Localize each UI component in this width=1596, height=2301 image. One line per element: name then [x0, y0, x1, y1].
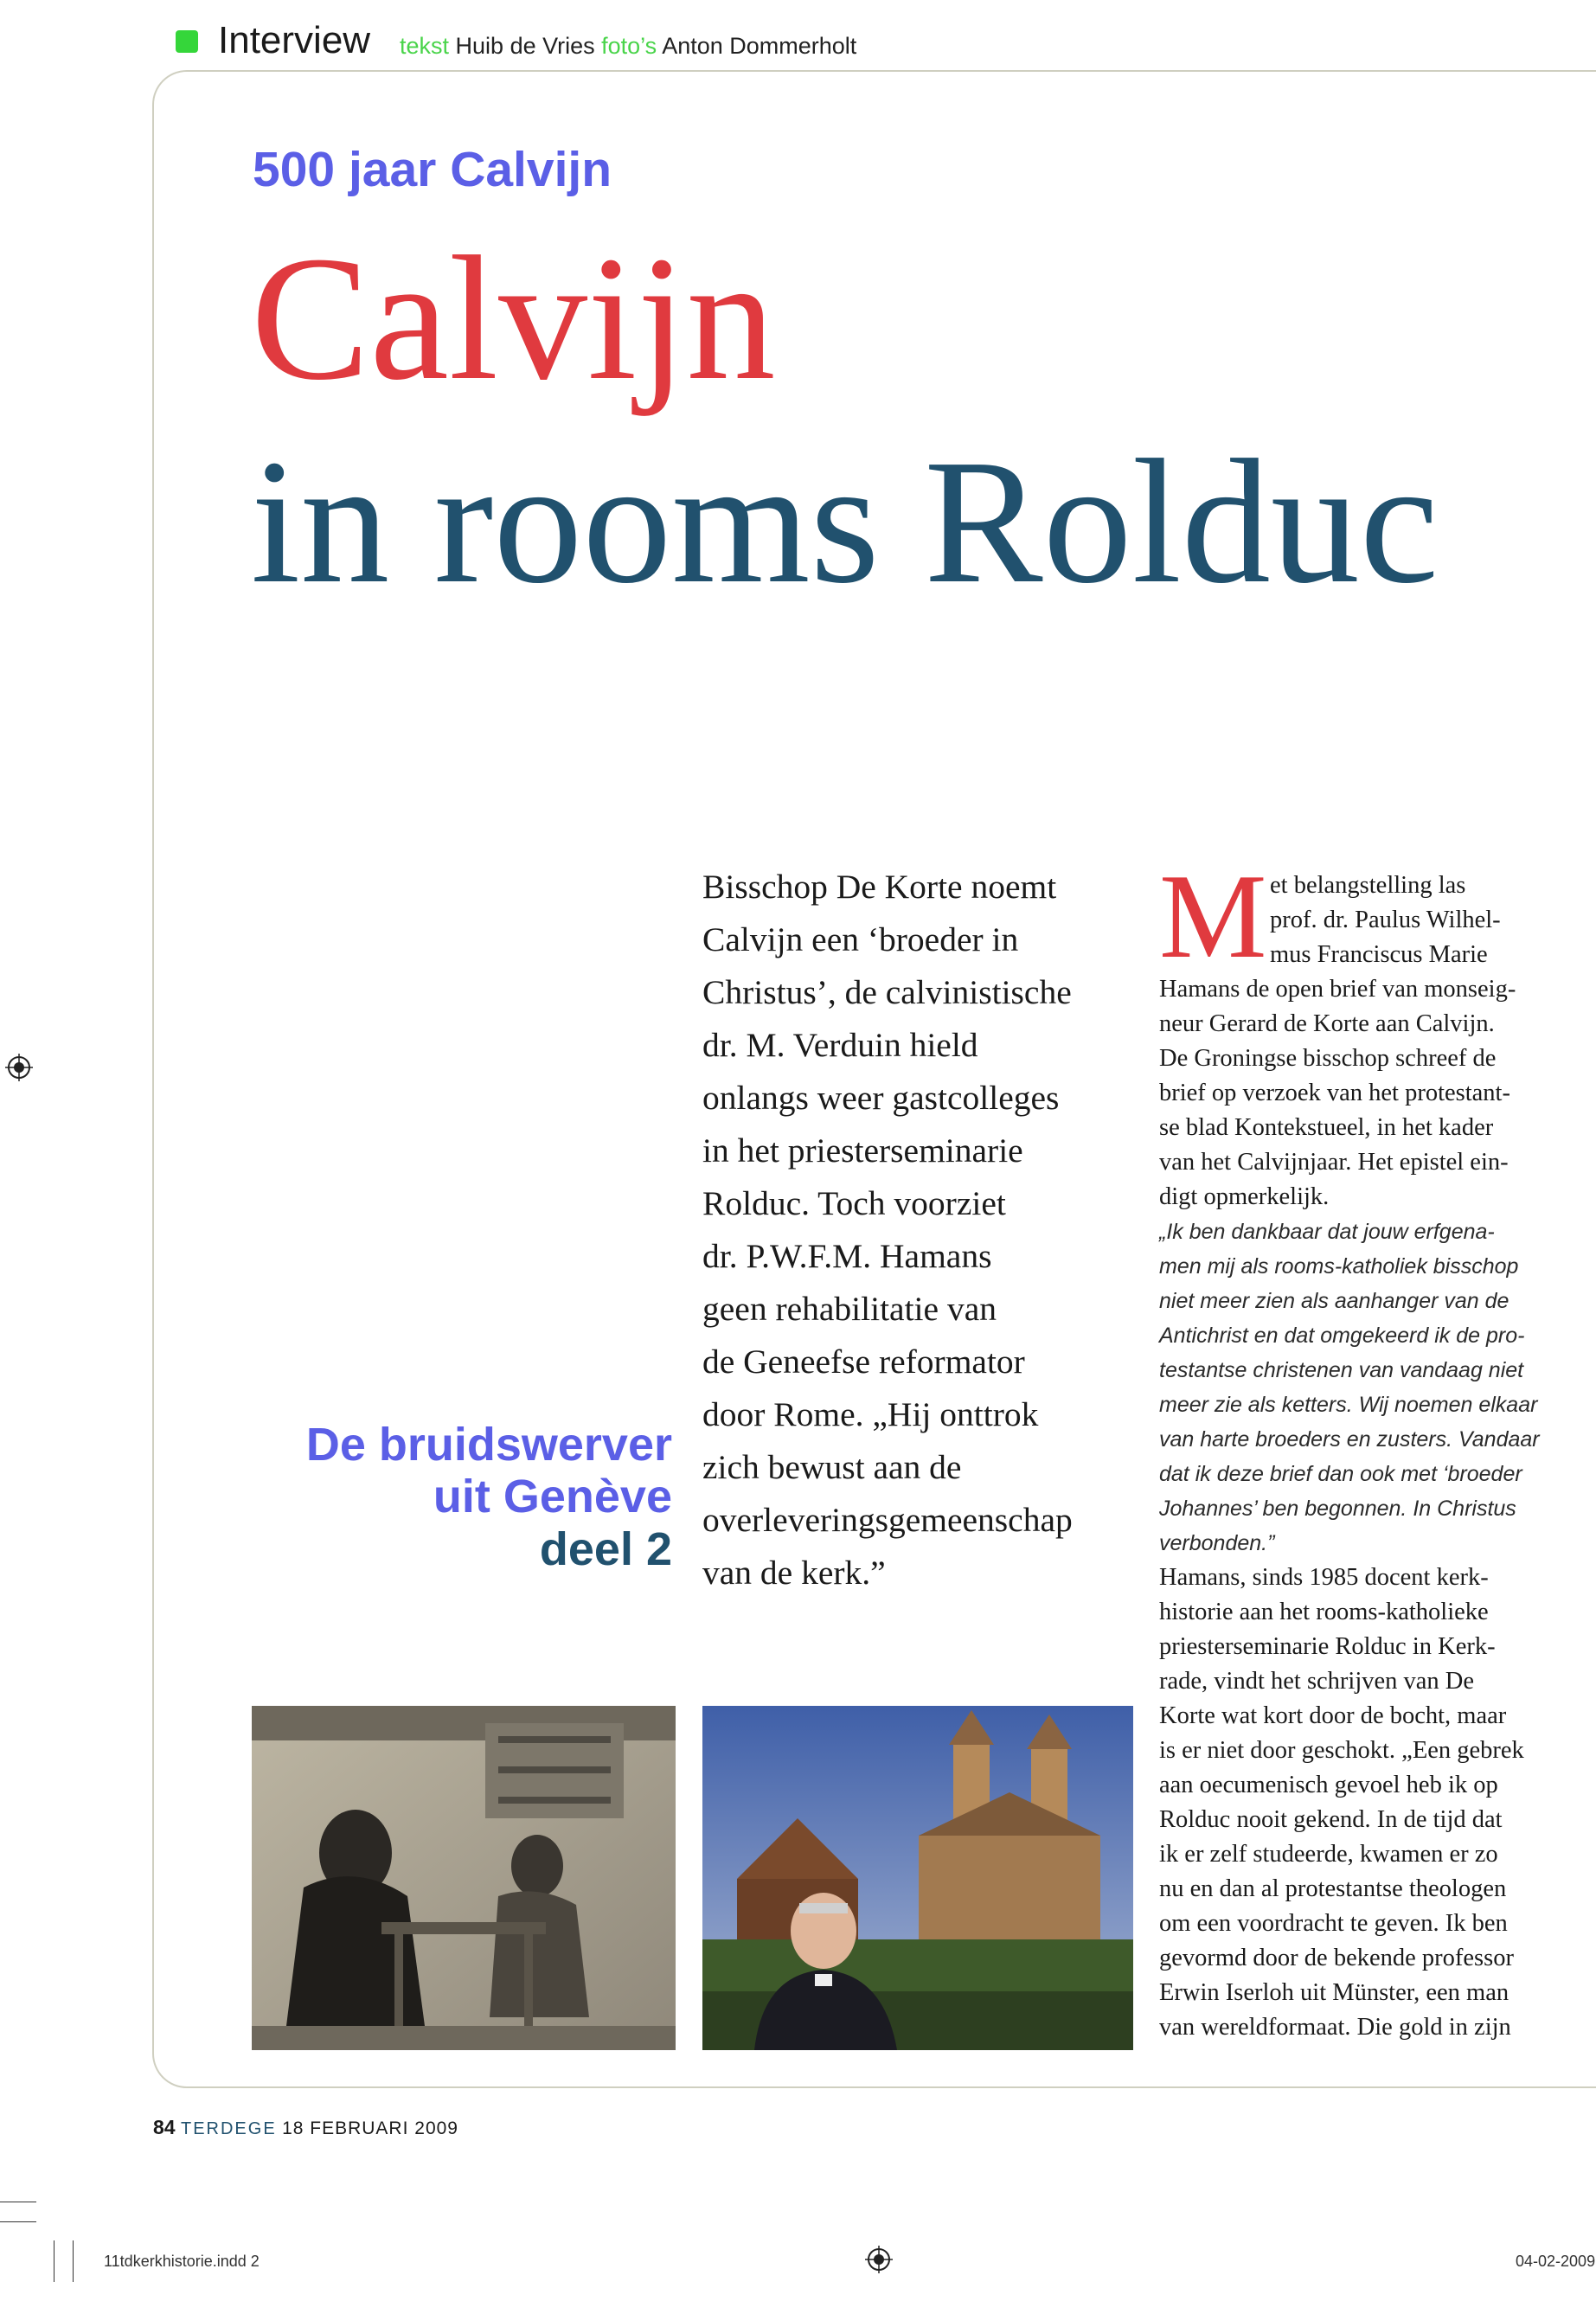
body-line: „Ik ben dankbaar dat jouw erfgena-: [1159, 1220, 1495, 1244]
rolduc-abbey-illustration: [702, 1706, 1133, 2050]
lead-line: geen rehabilitatie van: [702, 1290, 997, 1328]
body-line: digt opmerkelijk.: [1159, 1183, 1330, 1210]
series-line: deel 2: [539, 1522, 672, 1575]
body-line: niet meer zien als aanhanger van de: [1159, 1289, 1509, 1313]
page-footer: [153, 2116, 458, 2139]
lead-line: dr. M. Verduin hield: [702, 1026, 978, 1064]
rolduc-photo: [702, 1706, 1133, 2050]
series-line: De bruidswerver: [305, 1419, 672, 1471]
series-line: uit Genève: [433, 1471, 672, 1523]
body-line: gevormd door de bekende professor: [1159, 1945, 1514, 1971]
series-label: [222, 1419, 672, 1575]
body-line: men mij als rooms-katholiek bisschop: [1159, 1254, 1519, 1279]
body-line: is er niet door geschokt. „Een gebrek: [1159, 1737, 1524, 1764]
engraving-photo: [252, 1706, 676, 2050]
body-line: aan oecumenisch gevoel heb ik op: [1159, 1772, 1498, 1798]
body-line: Erwin Iserloh uit Münster, een man: [1159, 1979, 1509, 2006]
lead-line: de Geneefse reformator: [702, 1343, 1025, 1381]
body-line: om een voordracht te geven. Ik ben: [1159, 1910, 1508, 1937]
crop-mark: [0, 2221, 36, 2222]
lead-line: overleveringsgemeenschap: [702, 1501, 1073, 1539]
title-line-2: in rooms Rolduc: [251, 422, 1439, 620]
credit-name-photos: Anton Dommerholt: [662, 33, 857, 59]
body-line: verbonden.”: [1159, 1531, 1275, 1555]
credit-label-photos: foto’s: [601, 33, 657, 59]
lead-line: in het priesterseminarie: [702, 1131, 1023, 1170]
magazine-name: TERDEGE: [180, 2119, 277, 2138]
body-line: neur Gerard de Korte aan Calvijn.: [1159, 1010, 1495, 1037]
body-line: Johannes’ ben begonnen. In Christus: [1159, 1497, 1516, 1521]
body-line: van het Calvijnjaar. Het epistel ein-: [1159, 1149, 1509, 1176]
body-line: historie aan het rooms-katholieke: [1159, 1599, 1489, 1625]
page-number: 84: [153, 2116, 176, 2138]
body-line: brief op verzoek van het protestant-: [1159, 1080, 1510, 1106]
body-line: Hamans de open brief van monseig-: [1159, 976, 1516, 1003]
body-line: se blad Kontekstueel, in het kader: [1159, 1114, 1494, 1141]
body-line: De Groningse bisschop schreef de: [1159, 1045, 1497, 1072]
registration-mark-icon: [865, 2246, 893, 2273]
body-line: ik er zelf studeerde, kwamen er zo: [1159, 1841, 1498, 1868]
lead-line: zich bewust aan de: [702, 1448, 962, 1486]
lead-paragraph: [702, 861, 1118, 1599]
registration-mark-icon: [5, 1054, 33, 1081]
section-label: Interview: [218, 19, 371, 61]
body-line: mus Franciscus Marie: [1270, 941, 1488, 968]
engraving-illustration: [252, 1706, 676, 2050]
body-line: dat ik deze brief dan ook met ‘broeder: [1159, 1462, 1522, 1486]
body-line: testantse christenen van vandaag niet: [1159, 1358, 1524, 1382]
credit-name-text: Huib de Vries: [455, 33, 595, 59]
lead-line: van de kerk.”: [702, 1554, 886, 1592]
issue-date: 18 FEBRUARI 2009: [282, 2118, 458, 2138]
body-column: [1159, 868, 1596, 2045]
lead-line: Bisschop De Korte noemt: [702, 868, 1057, 906]
body-line: priesterseminarie Rolduc in Kerk-: [1159, 1633, 1496, 1660]
body-line: Rolduc nooit gekend. In de tijd dat: [1159, 1806, 1503, 1833]
lead-line: door Rome. „Hij onttrok: [702, 1395, 1039, 1433]
dropcap: M: [1159, 849, 1267, 984]
lead-line: Christus’, de calvinistische: [702, 973, 1072, 1011]
lead-line: Rolduc. Toch voorziet: [702, 1184, 1006, 1222]
body-line: et belangstelling las: [1270, 872, 1466, 899]
section-marker: [176, 30, 198, 53]
body-line: prof. dr. Paulus Wilhel-: [1270, 907, 1501, 933]
body-line: Hamans, sinds 1985 docent kerk-: [1159, 1564, 1489, 1591]
lead-line: dr. P.W.F.M. Hamans: [702, 1237, 992, 1275]
slug-date: 04-02-2009: [1516, 2253, 1596, 2270]
title-line-1: Calvijn: [251, 219, 776, 417]
credits: [400, 33, 856, 60]
body-line: nu en dan al protestantse theologen: [1159, 1875, 1507, 1902]
kicker: 500 jaar Calvijn: [253, 142, 612, 197]
body-line: rade, vindt het schrijven van De: [1159, 1668, 1475, 1695]
slug-filename: 11tdkerkhistorie.indd 2: [104, 2253, 260, 2270]
lead-line: Calvijn een ‘broeder in: [702, 920, 1019, 958]
body-line: meer zie als ketters. Wij noemen elkaar: [1159, 1393, 1538, 1417]
body-line: Antichrist en dat omgekeerd ik de pro-: [1159, 1324, 1525, 1348]
crop-mark: [73, 2240, 74, 2282]
credit-label-text: tekst: [400, 33, 450, 59]
body-line: Korte wat kort door de bocht, maar: [1159, 1702, 1507, 1729]
lead-line: onlangs weer gastcolleges: [702, 1079, 1060, 1117]
body-line: van harte broeders en zusters. Vandaar: [1159, 1427, 1540, 1452]
body-line: van wereldformaat. Die gold in zijn: [1159, 2014, 1511, 2041]
